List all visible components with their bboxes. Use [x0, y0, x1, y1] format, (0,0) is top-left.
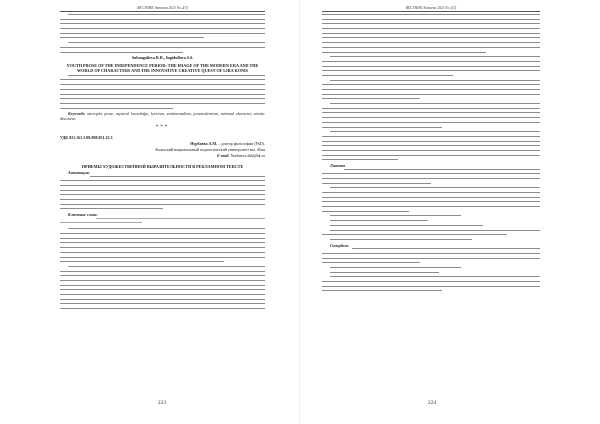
left-page-column — [60, 14, 265, 313]
text-block — [322, 103, 540, 127]
right-page — [300, 0, 600, 424]
author-line — [60, 142, 265, 147]
text-block — [322, 80, 540, 100]
author-credentials: – доктор философии (PhD), — [218, 141, 265, 147]
abstract-label: Аннотация. — [68, 170, 90, 176]
example-list — [322, 267, 540, 273]
text-block — [322, 14, 540, 53]
text-block — [322, 276, 540, 291]
text-block — [322, 56, 540, 76]
example-list — [322, 215, 540, 235]
page-number-left: 223 — [157, 400, 167, 406]
article-title: ПРИЕМЫ ХУДОЖЕСТВЕННОЙ ВЫРАЗИТЕЛЬНОСТИ В РЕКЛАМНОМ ТЕКСТЕ — [81, 164, 244, 170]
text-block — [322, 239, 540, 240]
en-authors: Sultangalieva R.R., Sagidullova S.S. — [131, 55, 194, 61]
text-block — [322, 248, 540, 263]
author-affiliation: Казахский национальный педагогический университет им. Абая — [155, 147, 265, 153]
author-email-label: E-mail: — [216, 153, 230, 159]
section-separator: *** — [155, 125, 170, 131]
lit-label: Литота — [330, 163, 346, 168]
running-head: ВЕСТНИК Актаева 2023 No 2(3) — [137, 6, 188, 10]
page-number-right: 224 — [427, 400, 437, 406]
author-email-line — [60, 154, 265, 159]
en-title: YOUTH PROSE OF THE INDEPENDENCE PERIOD: THE IMAGE OF THE MODERN ERA AND THE WORLD OF CHARACTERS AND THE INNOVATIVE CREATIVE QUEST OF LIRA KONIS — [66, 62, 259, 73]
running-head-rule — [60, 11, 265, 12]
text-block — [322, 131, 540, 160]
running-head: ВЕСТНИК Актаева 2023 No 2(3) — [405, 6, 457, 10]
en-keywords — [60, 112, 265, 121]
text-block — [322, 187, 540, 211]
text-block — [60, 228, 265, 262]
text-block — [60, 266, 265, 309]
udc-code: УДК 821.161.1.09:808.051.23.3 — [60, 135, 113, 141]
author-name: Нурбаева А.М. — [190, 141, 218, 147]
author-email: Nurbaeva.akk@bk.ru — [230, 153, 265, 159]
keywords-text — [60, 218, 265, 224]
en-keywords-label: Keywords: — [68, 111, 86, 117]
running-head-rule — [322, 11, 540, 12]
keywords-label: Ключевые слова: — [68, 212, 98, 218]
text-block — [60, 42, 265, 52]
text-block — [60, 14, 265, 38]
abstract-text — [60, 176, 265, 210]
en-abstract — [60, 75, 265, 109]
right-page-column — [322, 14, 540, 295]
hyperbole-label: Гипербола — [330, 242, 349, 248]
en-keywords-text: microplot prose, mystical knowledge, lyricism, sentimentalism, postmodernism, national character, artistic discourse. — [60, 111, 265, 121]
text-block — [322, 169, 540, 184]
